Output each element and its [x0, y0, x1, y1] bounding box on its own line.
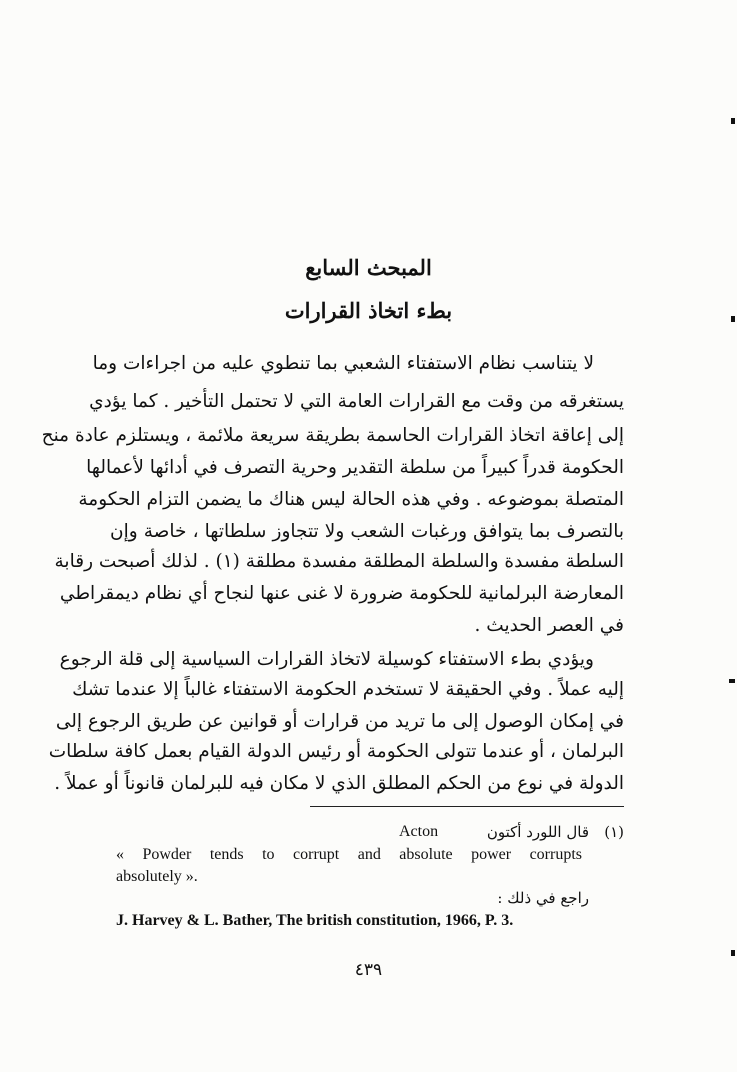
text-line: في إمكان الوصول إلى ما تريد من قرارات أو قوانين عن طريق الرجوع إلى: [55, 711, 624, 732]
text-line: السلطة مفسدة والسلطة المطلقة مفسدة مطلقة (١) . لذلك أصبحت رقابة: [54, 551, 624, 572]
text-line: يستغرقه من وقت مع القرارات العامة التي لا تحتمل التأخير . كما يؤدي: [89, 391, 624, 412]
text-line: في العصر الحديث .: [474, 615, 624, 636]
edge-mark: [731, 950, 735, 956]
text-line: إليه عملاً . وفي الحقيقة لا تستخدم الحكومة الاستفتاء غالباً إلا عندما تشك: [72, 679, 624, 700]
text-line: لا يتناسب نظام الاستفتاء الشعبي بما تنطوي عليه من اجراءات وما: [92, 353, 594, 374]
footnote-number: (١): [604, 823, 624, 841]
section-title: المبحث السابع: [305, 255, 432, 280]
edge-mark: [729, 679, 735, 683]
text-line: المعارضة البرلمانية للحكومة ضرورة لا غنى عنها لنجاح أي نظام ديمقراطي: [59, 583, 624, 604]
section-subtitle: بطء اتخاذ القرارات: [284, 298, 453, 323]
text-line: ويؤدي بطء الاستفتاء كوسيلة لاتخاذ القرارات السياسية إلى قلة الرجوع: [59, 649, 594, 670]
footnote-citation: J. Harvey & L. Bather, The british constitution, 1966, P. 3.: [116, 912, 514, 929]
text-line: المتصلة بموضوعه . وفي هذه الحالة ليس هناك ما يضمن التزام الحكومة: [78, 489, 624, 510]
footnote-divider: [310, 806, 624, 807]
page-number: ٤٣٩: [354, 960, 383, 980]
footnote-name: Acton: [399, 823, 439, 840]
footnote-quote-line-1: « Powder tends to corrupt and absolute power corrupts: [116, 846, 582, 863]
text-line: البرلمان ، أو عندما تتولى الحكومة أو رئيس الدولة القيام بعمل كافة سلطات: [48, 741, 624, 762]
edge-mark: [731, 316, 735, 322]
text-line: الدولة في نوع من الحكم المطلق الذي لا مكان فيه للبرلمان قانوناً أو عملاً .: [54, 773, 624, 794]
edge-mark: [731, 118, 735, 124]
text-line: بالتصرف بما يتوافق ورغبات الشعب ولا تتجاوز سلطاتها ، خاصة وإن: [110, 521, 624, 542]
footnote-intro: قال اللورد أكتون: [486, 823, 589, 841]
footnote-reference-label: راجع في ذلك :: [497, 889, 589, 907]
footnote-quote-line-2: absolutely ».: [116, 868, 198, 885]
text-line: الحكومة قدراً كبيراً من سلطة التقدير وحرية التصرف في أدائها لأعمالها: [86, 457, 624, 478]
text-line: إلى إعاقة اتخاذ القرارات الحاسمة بطريقة سريعة ملائمة ، ويستلزم عادة منح: [41, 425, 624, 446]
